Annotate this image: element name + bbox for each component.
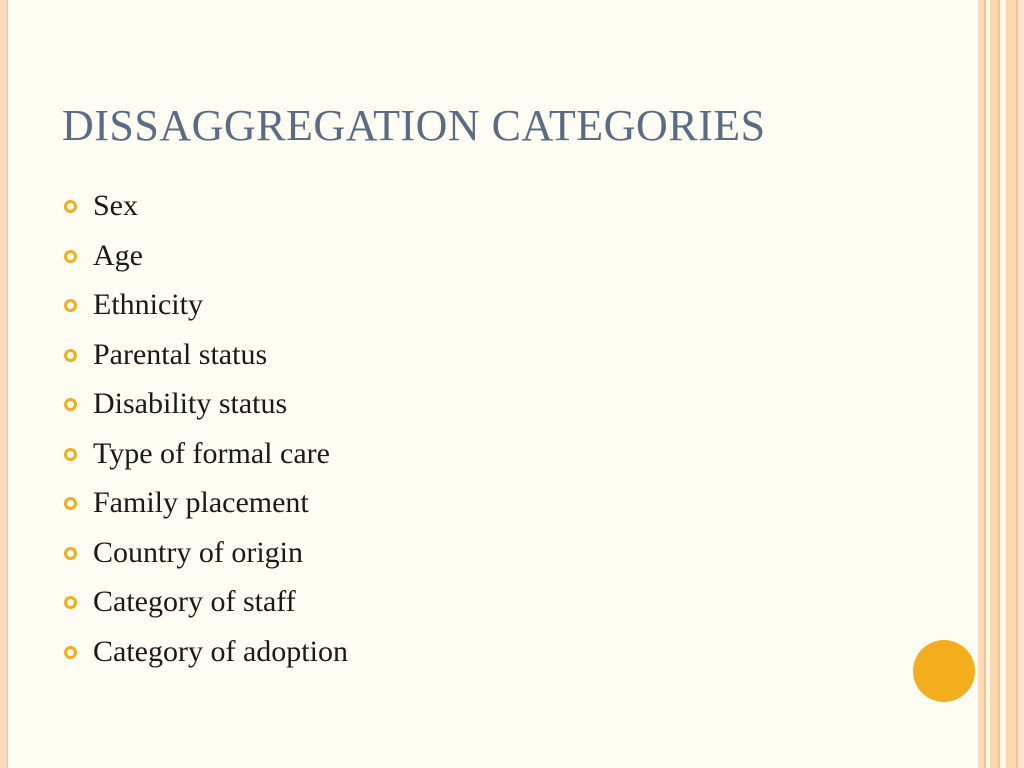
bullet-circle-icon bbox=[64, 299, 77, 312]
bullet-circle-icon bbox=[64, 250, 77, 263]
list-item-text: Age bbox=[93, 238, 143, 272]
list-item-text: Parental status bbox=[93, 337, 268, 371]
border-stripe bbox=[1018, 0, 1024, 768]
list-item bbox=[62, 481, 348, 531]
bullet-circle-icon bbox=[64, 398, 77, 411]
border-stripe bbox=[1006, 0, 1016, 768]
bullet-circle-icon bbox=[64, 547, 77, 560]
accent-circle bbox=[913, 640, 975, 702]
list-item bbox=[62, 333, 348, 383]
list-item bbox=[62, 184, 348, 234]
bullet-circle-icon bbox=[64, 646, 77, 659]
bullet-circle-icon bbox=[64, 200, 77, 213]
bullet-circle-icon bbox=[64, 349, 77, 362]
list-item bbox=[62, 382, 348, 432]
list-item bbox=[62, 234, 348, 284]
list-item-text: Ethnicity bbox=[93, 288, 203, 321]
list-item bbox=[62, 531, 348, 581]
list-item-text: Family placement bbox=[93, 486, 309, 519]
slide-title: DISSAGGREGATION CATEGORIES bbox=[62, 101, 766, 150]
list-item-text: Sex bbox=[93, 189, 138, 222]
list-item bbox=[62, 432, 348, 482]
border-stripe bbox=[990, 0, 998, 768]
list-item bbox=[62, 283, 348, 333]
bullet-circle-icon bbox=[64, 596, 77, 609]
list-item bbox=[62, 580, 348, 630]
list-item-text: Disability status bbox=[93, 387, 288, 420]
list-item-text: Type of formal care bbox=[93, 436, 330, 470]
list-item-text: Category of adoption bbox=[93, 634, 348, 668]
list-item-text: Country of origin bbox=[93, 535, 303, 569]
list-item bbox=[62, 630, 348, 680]
bullet-list bbox=[62, 184, 348, 679]
bullet-circle-icon bbox=[64, 448, 77, 461]
right-decorative-border bbox=[978, 0, 1024, 768]
list-item-text: Category of staff bbox=[93, 585, 296, 618]
bullet-circle-icon bbox=[64, 497, 77, 510]
left-border-stripe bbox=[0, 0, 8, 768]
